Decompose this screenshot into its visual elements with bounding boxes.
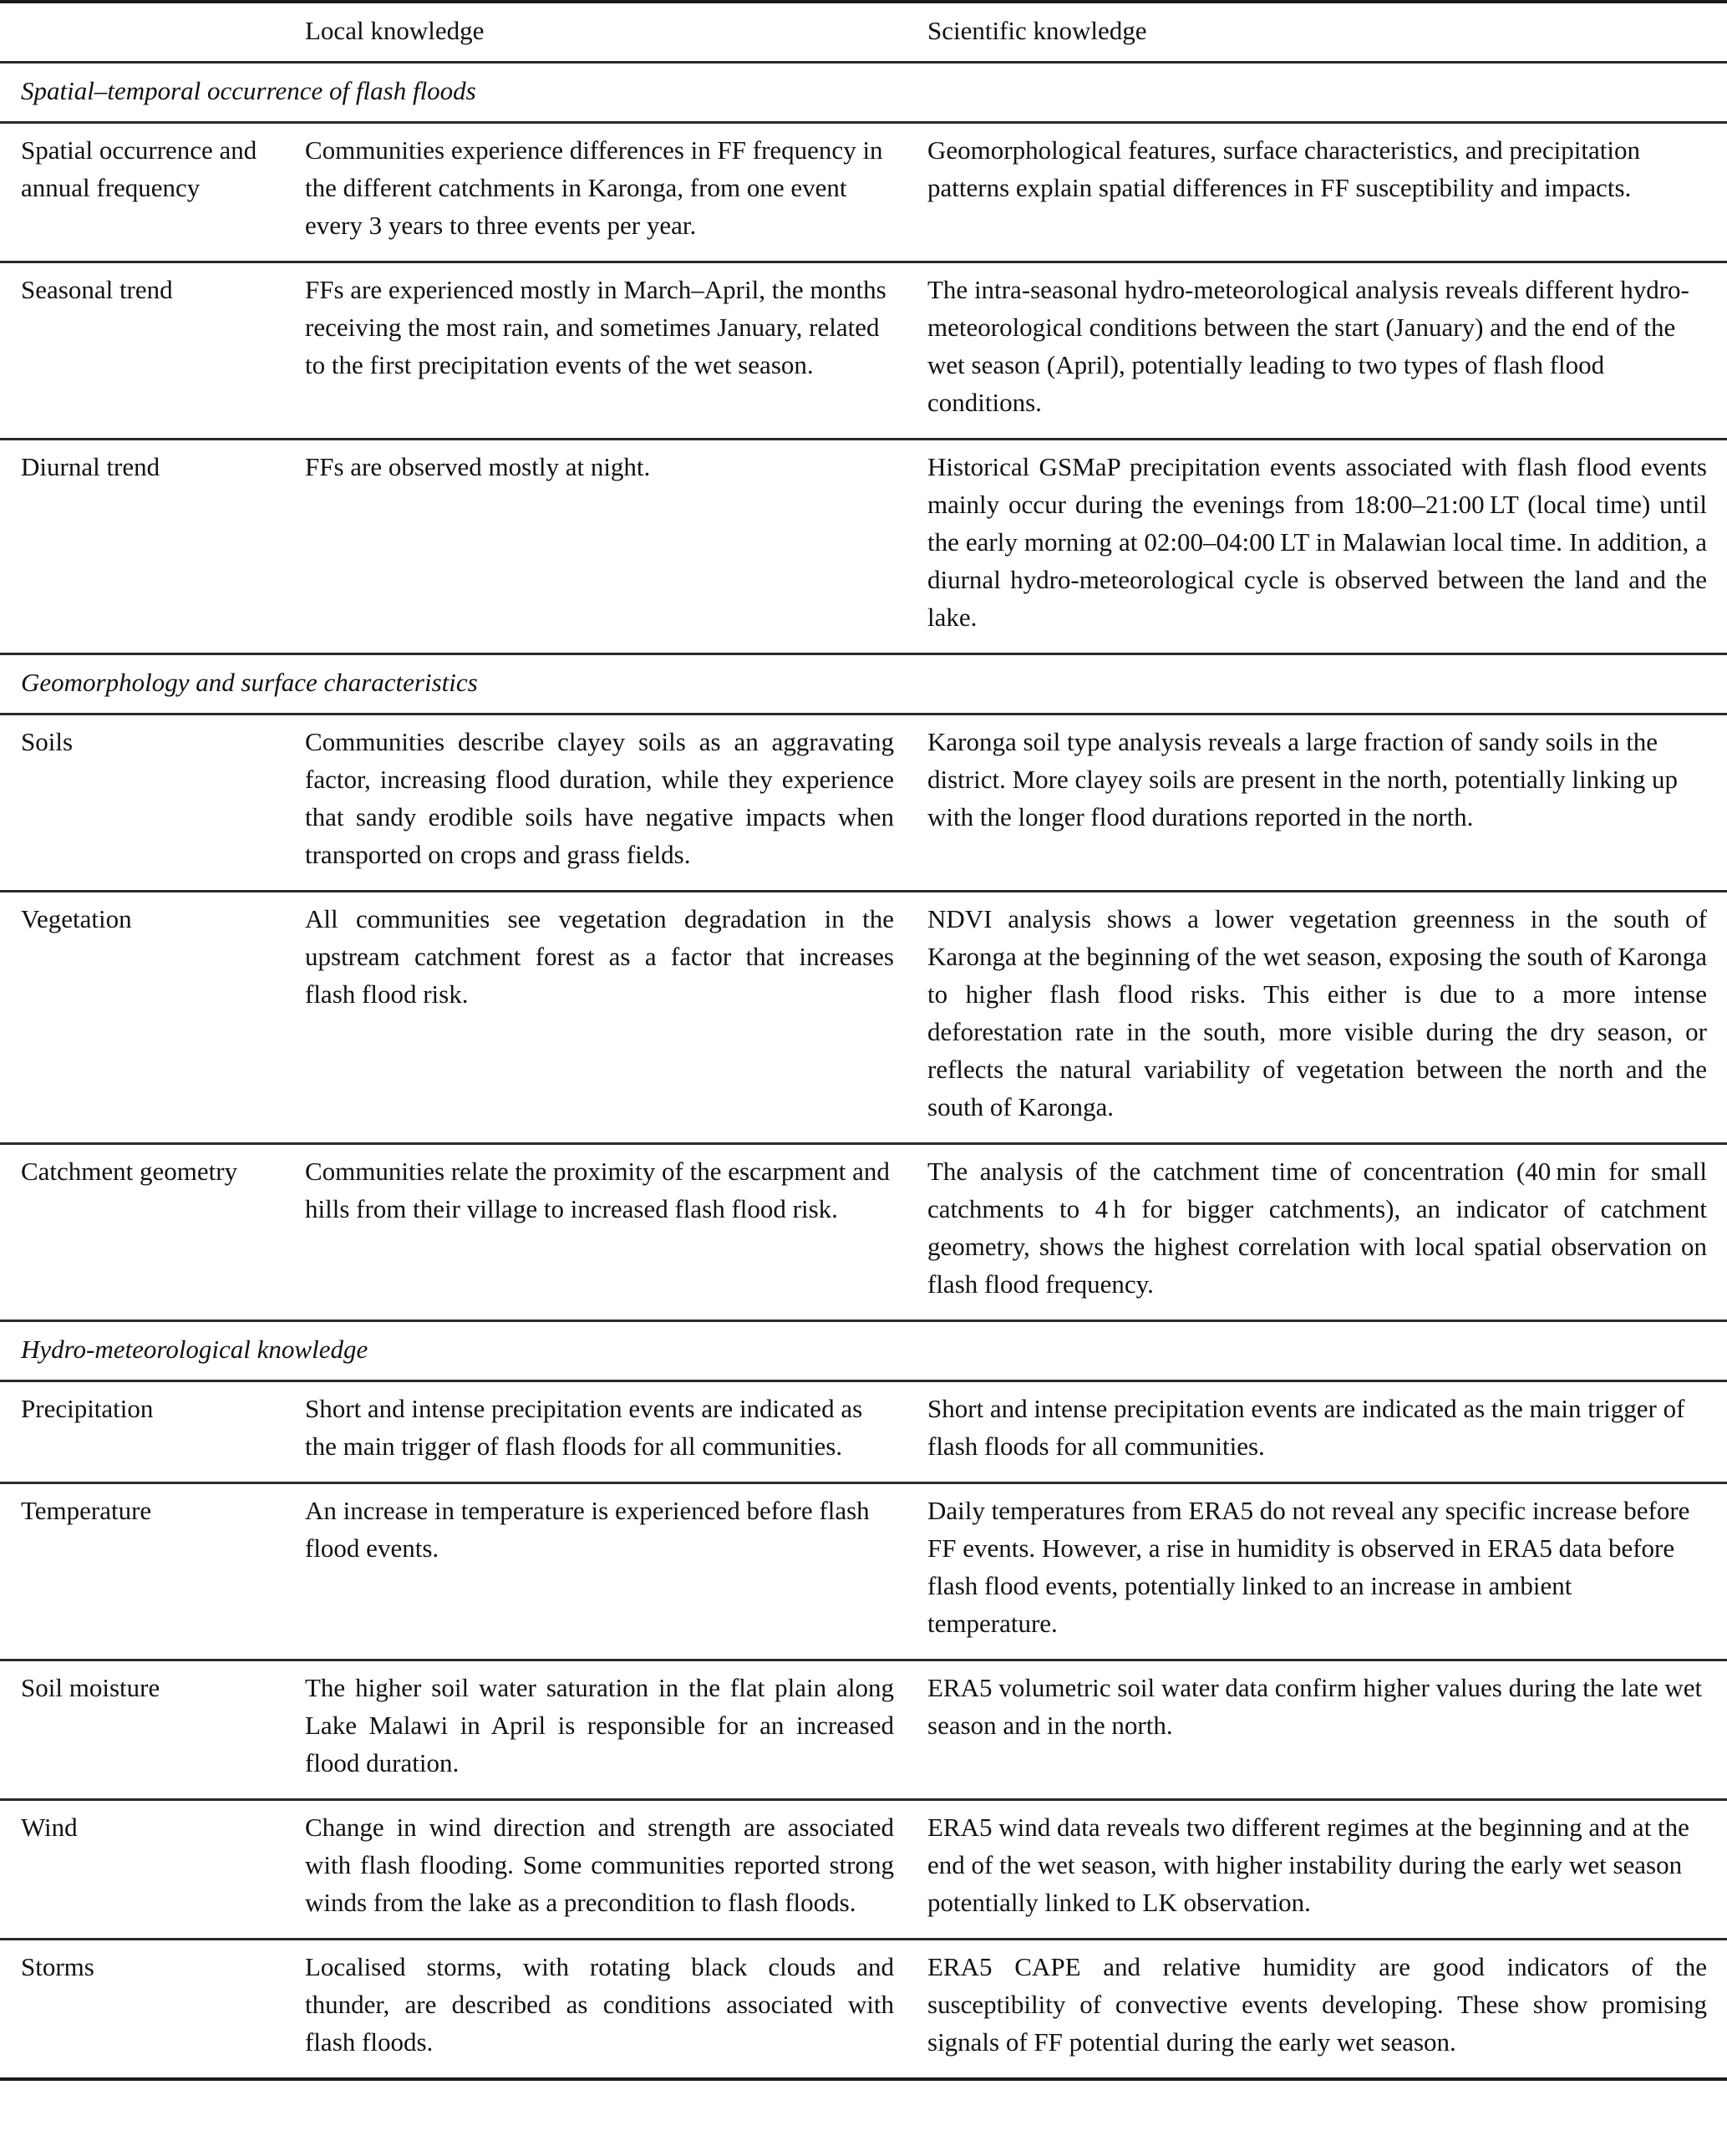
row-local: Short and intense precipitation events are indicated as the main trigger of flash floods for all communities. (305, 1394, 863, 1461)
row-scientific: The intra-seasonal hydro-meteorological analysis reveals different hydro-meteorological conditions between the start (January) and the end of the wet season (April), potentially leading to two types of flash flood conditions. (927, 275, 1689, 417)
row-local: Communities relate the proximity of the escarpment and hills from their village to increased flash flood risk. (305, 1157, 890, 1223)
table-row (0, 1382, 1727, 1484)
row-factor: Vegetation (21, 904, 132, 933)
table-header (0, 3, 1727, 64)
section-heading (0, 64, 1727, 124)
table-row (0, 263, 1727, 440)
section-title: Geomorphology and surface characteristics (21, 668, 478, 697)
row-scientific: NDVI analysis shows a lower vegetation greenness in the south of Karonga at the beginning of the wet season, exposing the south of Karonga to higher flash flood risks. This either is due to a more intense deforestation rate in the south, more visible during the dry season, or reflects the natural variability of vegetation between the north and the south of Karonga. (927, 904, 1707, 1121)
row-factor: Storms (21, 1952, 94, 1981)
row-factor: Soil moisture (21, 1673, 160, 1702)
row-scientific: The analysis of the catchment time of concentration (40 min for small catchments to 4 h for bigger catchments), an indicator of catchment geometry, shows the highest correlation with local spatial observation on flash flood frequency. (927, 1157, 1707, 1299)
row-local: FFs are experienced mostly in March–April, the months receiving the most rain, and sometimes January, related to the first precipitation events of the wet season. (305, 275, 886, 379)
section-heading (0, 655, 1727, 715)
section-title: Hydro-meteorological knowledge (21, 1335, 368, 1364)
row-local: FFs are observed mostly at night. (305, 452, 651, 481)
row-factor: Temperature (21, 1496, 152, 1525)
row-factor: Soils (21, 727, 74, 756)
table-row (0, 1940, 1727, 2081)
header-local-knowledge: Local knowledge (305, 16, 485, 45)
row-scientific: ERA5 CAPE and relative humidity are good indicators of the susceptibility of convective events developing. These show promising signals of FF potential during the early wet season. (927, 1952, 1707, 2057)
row-factor: Seasonal trend (21, 275, 173, 304)
section-heading (0, 1322, 1727, 1382)
table-row (0, 715, 1727, 892)
row-scientific: Daily temperatures from ERA5 do not reveal any specific increase before FF events. However, a rise in humidity is observed in ERA5 data before flash flood events, potentially linked to an increase in ambient temperature. (927, 1496, 1690, 1638)
row-local: Communities describe clayey soils as an aggravating factor, increasing flood duration, while they experience that sandy erodible soils have negative impacts when transported on crops and grass fields. (305, 727, 894, 869)
table-row (0, 1145, 1727, 1322)
table-row (0, 440, 1727, 655)
table-row (0, 1484, 1727, 1661)
row-scientific: Karonga soil type analysis reveals a large fraction of sandy soils in the district. More clayey soils are present in the north, potentially linking up with the longer flood durations reported in the north. (927, 727, 1678, 831)
row-scientific: ERA5 wind data reveals two different regimes at the beginning and at the end of the wet season, with higher instability during the early wet season potentially linked to LK observation. (927, 1813, 1689, 1917)
row-factor: Precipitation (21, 1394, 154, 1423)
row-factor: Spatial occurrence and annual frequency (21, 135, 257, 202)
row-scientific: Short and intense precipitation events are indicated as the main trigger of flash floods for all communities. (927, 1394, 1685, 1461)
header-scientific-knowledge: Scientific knowledge (927, 16, 1147, 45)
row-local: All communities see vegetation degradation in the upstream catchment forest as a factor that increases flash flood risk. (305, 904, 894, 1009)
row-local: Change in wind direction and strength are associated with flash flooding. Some communities reported strong winds from the lake as a precondition to flash floods. (305, 1813, 894, 1917)
row-local: An increase in temperature is experienced before flash flood events. (305, 1496, 870, 1563)
table-row (0, 124, 1727, 263)
row-factor: Wind (21, 1813, 78, 1842)
row-factor: Catchment geometry (21, 1157, 238, 1186)
row-local: Communities experience differences in FF frequency in the different catchments in Karonga, from one event every 3 years to three events per year. (305, 135, 883, 240)
header-factor (0, 3, 305, 61)
row-factor: Diurnal trend (21, 452, 160, 481)
table-row (0, 1661, 1727, 1801)
section-title: Spatial–temporal occurrence of flash floods (21, 76, 476, 105)
table-row (0, 1801, 1727, 1940)
table-row (0, 892, 1727, 1145)
row-scientific: Geomorphological features, surface characteristics, and precipitation patterns explain spatial differences in FF susceptibility and impacts. (927, 135, 1640, 202)
row-local: The higher soil water saturation in the flat plain along Lake Malawi in April is responsible for an increased flood duration. (305, 1673, 894, 1777)
row-scientific: Historical GSMaP precipitation events associated with flash flood events mainly occur during the evenings from 18:00–21:00 LT (local time) until the early morning at 02:00–04:00 LT in Malawian local time. In addition, a diurnal hydro-meteorological cycle is observed between the land and the lake. (927, 452, 1707, 632)
row-scientific: ERA5 volumetric soil water data confirm higher values during the late wet season and in the north. (927, 1673, 1703, 1740)
row-local: Localised storms, with rotating black clouds and thunder, are described as conditions associated with flash floods. (305, 1952, 894, 2057)
